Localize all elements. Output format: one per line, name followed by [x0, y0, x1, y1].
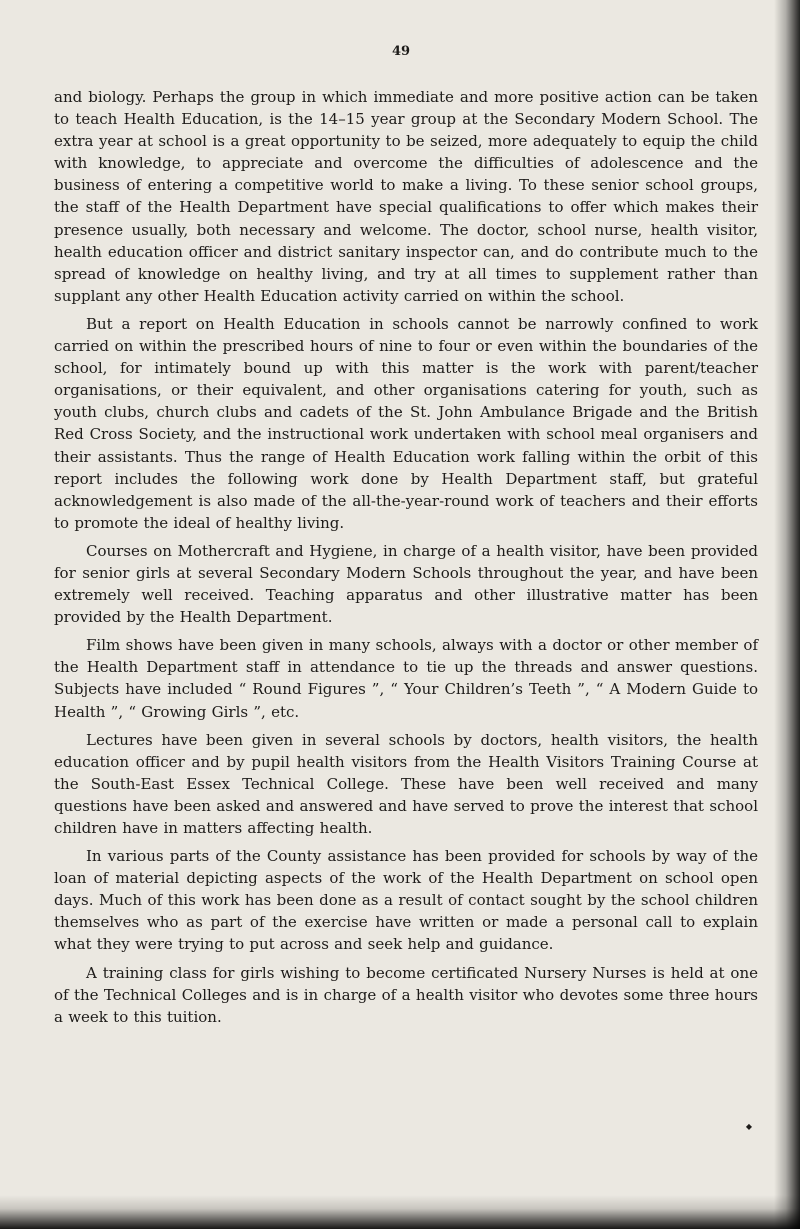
document-body: [54, 86, 758, 1034]
paragraph-7: A training class for girls wishing to become certificated Nursery Nurses is held at one of the Technical Colleges and is in charge of a health visitor who devotes some three hours a week to this tuition.: [54, 963, 758, 1026]
paragraph-6: In various parts of the County assistance has been provided for schools by way of the loan of material depicting aspects of the work of the Health Department on school open days. Much of this work has been done as a result of contact sought by the school children themselves who as part of the exercise have written or made a personal call to explain what they were trying to put across and seek help and guidance.: [54, 847, 758, 954]
paragraph-5: Lectures have been given in several schools by doctors, health visitors, the health education officer and by pupil health visitors from the Health Visitors Training Course at the South-East Essex Technical College. These have been well received and many questions have been asked and answered and have served to prove the interest that school children have in matters affecting health.: [54, 730, 758, 837]
paragraph-1: and biology. Perhaps the group in which immediate and more positive action can be taken to teach Health Education, is the 14–15 year group at the Secondary Modern School. The extra year at school is a great opportunity to be seized, more adequately to equip the child with knowledge, to appreciate and overcome the difficulties of adolescence and the business of entering a competitive world to make a living. To these senior school groups, the staff of the Health Department have special qualifications to offer which makes their presence usually, both necessary and welcome. The doctor, school nurse, health visitor, health education officer and district sanitary inspector can, and do contribute much to the spread of knowledge on healthy living, and try at all times to supplement rather than supplant any other Health Education activity carried on within the school.: [54, 88, 758, 305]
bullet-mark-icon: ◆: [745, 1122, 752, 1131]
paragraph-2: But a report on Health Education in schools cannot be narrowly confined to work carried on within the prescribed hours of nine to four or even within the boundaries of the school, for intimately bound up with this matter is the work with parent/teacher organisations, or their equivalent, and other organisations catering for youth, such as youth clubs, church clubs and cadets of the St. John Ambulance Brigade and the British Red Cross Society, and the instructional work undertaken with school meal organisers and their assistants. Thus the range of Health Education work falling within the orbit of this report includes the following work done by Health Department staff, but grateful acknowledgement is also made of the all-the-year-round work of teachers and their efforts to promote the ideal of healthy living.: [54, 314, 758, 532]
page-edge-shadow-bottom: [0, 1195, 800, 1229]
paragraph-4: Film shows have been given in many schools, always with a doctor or other member of the Health Department staff in attendance to tie up the threads and answer questions. Subjects have included “ Round Figures ”, “ Your Children’s Teeth ”, “ A Modern Guide to Health ”, “ Growing Girls ”, etc.: [54, 636, 758, 721]
paragraph-3: Courses on Mothercraft and Hygiene, in charge of a health visitor, have been provided for senior girls at several Secondary Modern Schools throughout the year, and have been extremely well received. Teaching apparatus and other illustrative matter has been provided by the Health Department.: [54, 541, 758, 627]
page-edge-shadow-right: [774, 0, 800, 1229]
page-number: 49: [392, 44, 411, 59]
